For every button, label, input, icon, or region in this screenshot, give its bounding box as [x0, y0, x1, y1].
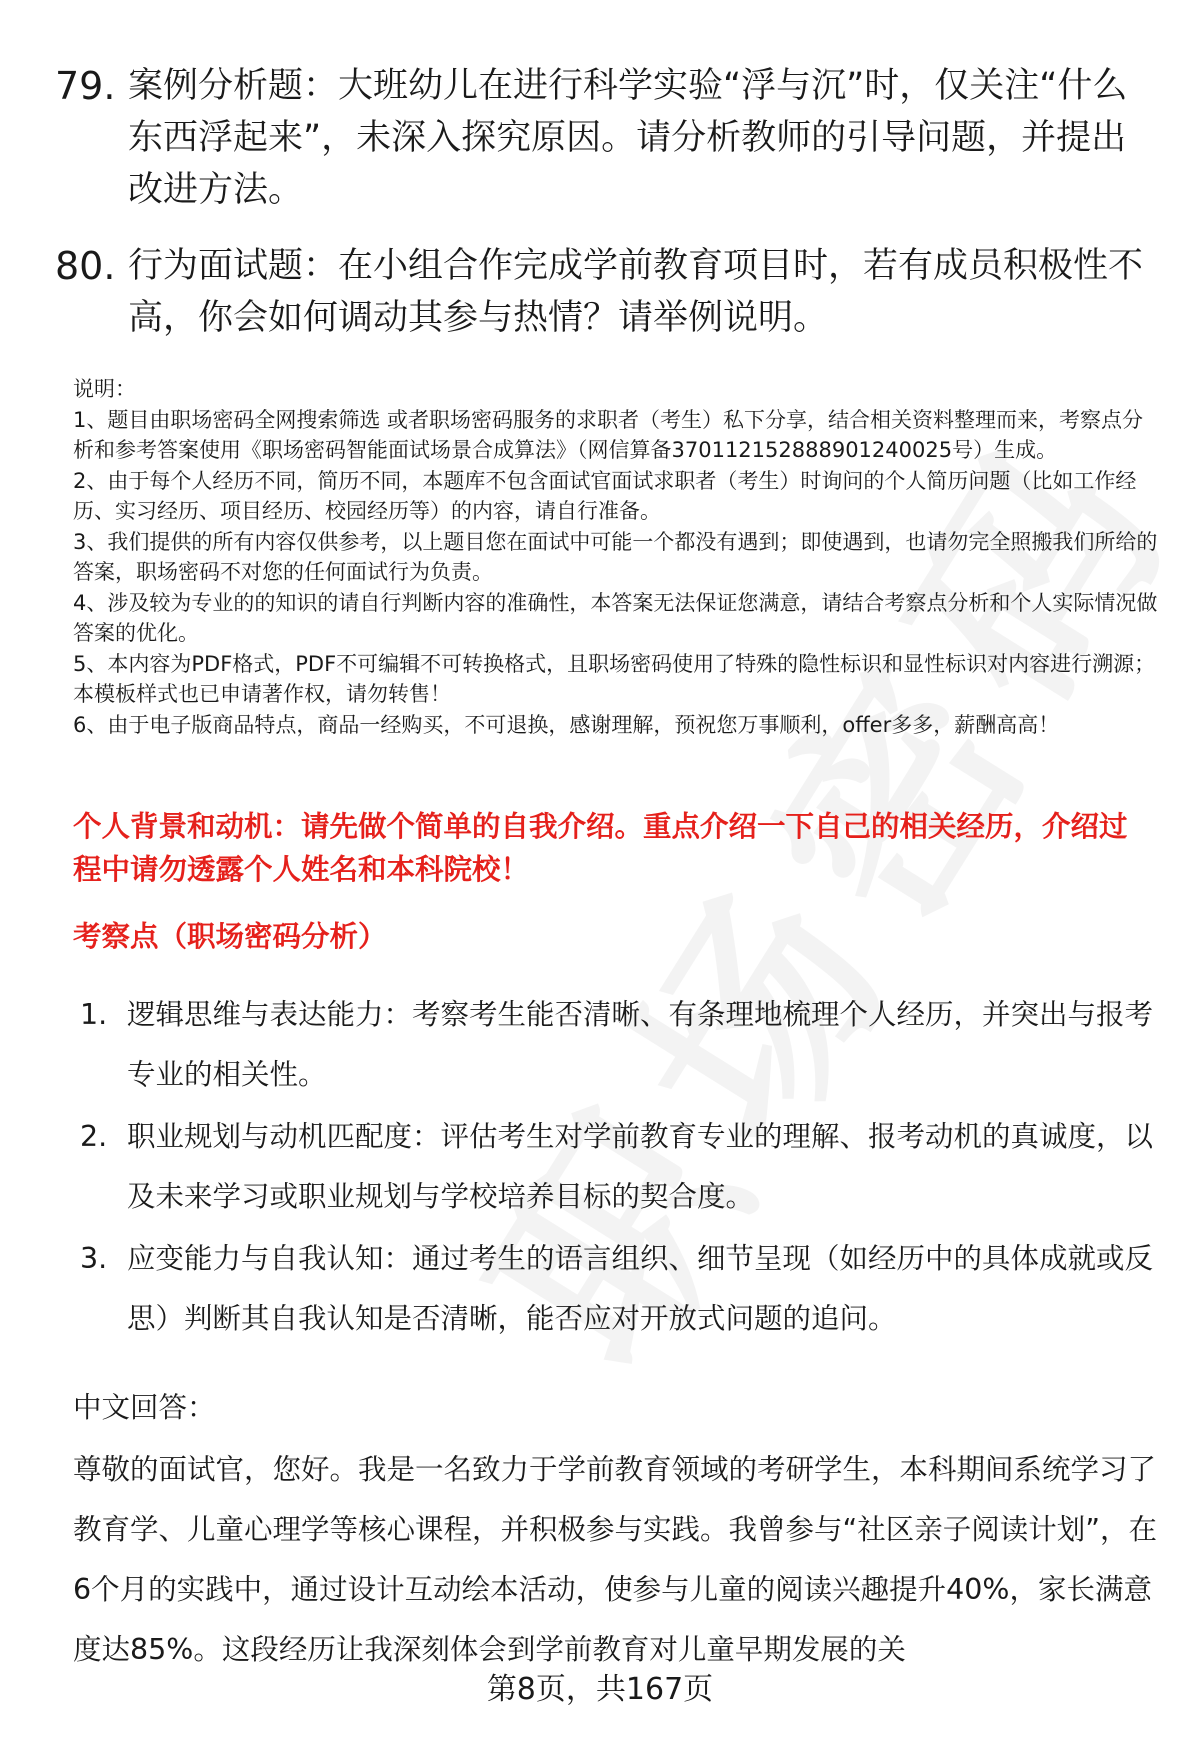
note-item: 3、我们提供的所有内容仅供参考，以上题目您在面试中可能一个都没有遇到；即使遇到，也请勿完全照搬我们所给的答案，职场密码不对您的任何面试行为负责。 [73, 529, 1158, 584]
note-item: 4、涉及较为专业的的知识的请自行判断内容的准确性，本答案无法保证您满意，请结合考察点分析和个人实际情况做答案的优化。 [73, 590, 1158, 645]
question-80 [55, 240, 1145, 344]
question-79 [55, 60, 1145, 216]
assessment-points-list [80, 985, 1160, 1351]
point-number: 1. [80, 998, 108, 1031]
note-item: 5、本内容为PDF格式，PDF不可编辑不可转换格式，且职场密码使用了特殊的隐性标识和显性标识对内容进行溯源；本模板样式也已申请著作权，请勿转售！ [73, 651, 1156, 706]
point-text: 应变能力与自我认知：通过考生的语言组织、细节呈现（如经历中的具体成就或反思）判断其自我认知是否清晰，能否应对开放式问题的追问。 [127, 1242, 1154, 1335]
assessment-point [80, 985, 1160, 1105]
point-number: 3. [80, 1242, 108, 1275]
point-text: 逻辑思维与表达能力：考察考生能否清晰、有条理地梳理个人经历，并突出与报考专业的相关性。 [127, 998, 1154, 1091]
assessment-point [80, 1107, 1160, 1227]
assessment-point [80, 1229, 1160, 1349]
background-heading: 个人背景和动机：请先做个简单的自我介绍。重点介绍一下自己的相关经历，介绍过程中请勿透露个人姓名和本科院校！ [73, 810, 1128, 886]
note-item: 2、由于每个人经历不同，简历不同，本题库不包含面试官面试求职者（考生）时询问的个人简历问题（比如工作经历、实习经历、项目经历、校园经历等）的内容，请自行准备。 [73, 468, 1137, 523]
page-footer: 第8页，共167页 [486, 1672, 714, 1707]
notes-title: 说明： [73, 377, 136, 401]
question-number: 80. [55, 244, 116, 288]
point-number: 2. [80, 1120, 108, 1153]
answer-text: 尊敬的面试官，您好。我是一名致力于学前教育领域的考研学生，本科期间系统学习了教育学、儿童心理学等核心课程，并积极参与实践。我曾参与“社区亲子阅读计划”，在6个月的实践中，通过设计互动绘本活动，使参与儿童的阅读兴趣提升40%，家长满意度达85%。这段经历让我深刻体会到学前教育对儿童早期发展的关 [73, 1453, 1158, 1666]
note-item: 6、由于电子版商品特点，商品一经购买，不可退换，感谢理解，预祝您万事顺利，offer多多，薪酬高高！ [73, 712, 1060, 737]
question-text: 行为面试题：在小组合作完成学前教育项目时，若有成员积极性不高，你会如何调动其参与热情？请举例说明。 [128, 246, 1144, 338]
note-item: 1、题目由职场密码全网搜索筛选 或者职场密码服务的求职者（考生）私下分享，结合相关资料整理而来，考察点分析和参考答案使用《职场密码智能面试场景合成算法》（网信算备370112152888901240025号）生成。 [73, 407, 1144, 462]
question-text: 案例分析题：大班幼儿在进行科学实验“浮与沉”时，仅关注“什么东西浮起来”，未深入探究原因。请分析教师的引导问题，并提出改进方法。 [128, 66, 1128, 210]
question-number: 79. [55, 64, 116, 108]
notes-section [73, 374, 1158, 740]
point-text: 职业规划与动机匹配度：评估考生对学前教育专业的理解、报考动机的真诚度，以及未来学习或职业规划与学校培养目标的契合度。 [127, 1120, 1154, 1213]
answer-label: 中文回答： [73, 1391, 216, 1424]
points-heading: 考察点（职场密码分析） [73, 920, 387, 953]
